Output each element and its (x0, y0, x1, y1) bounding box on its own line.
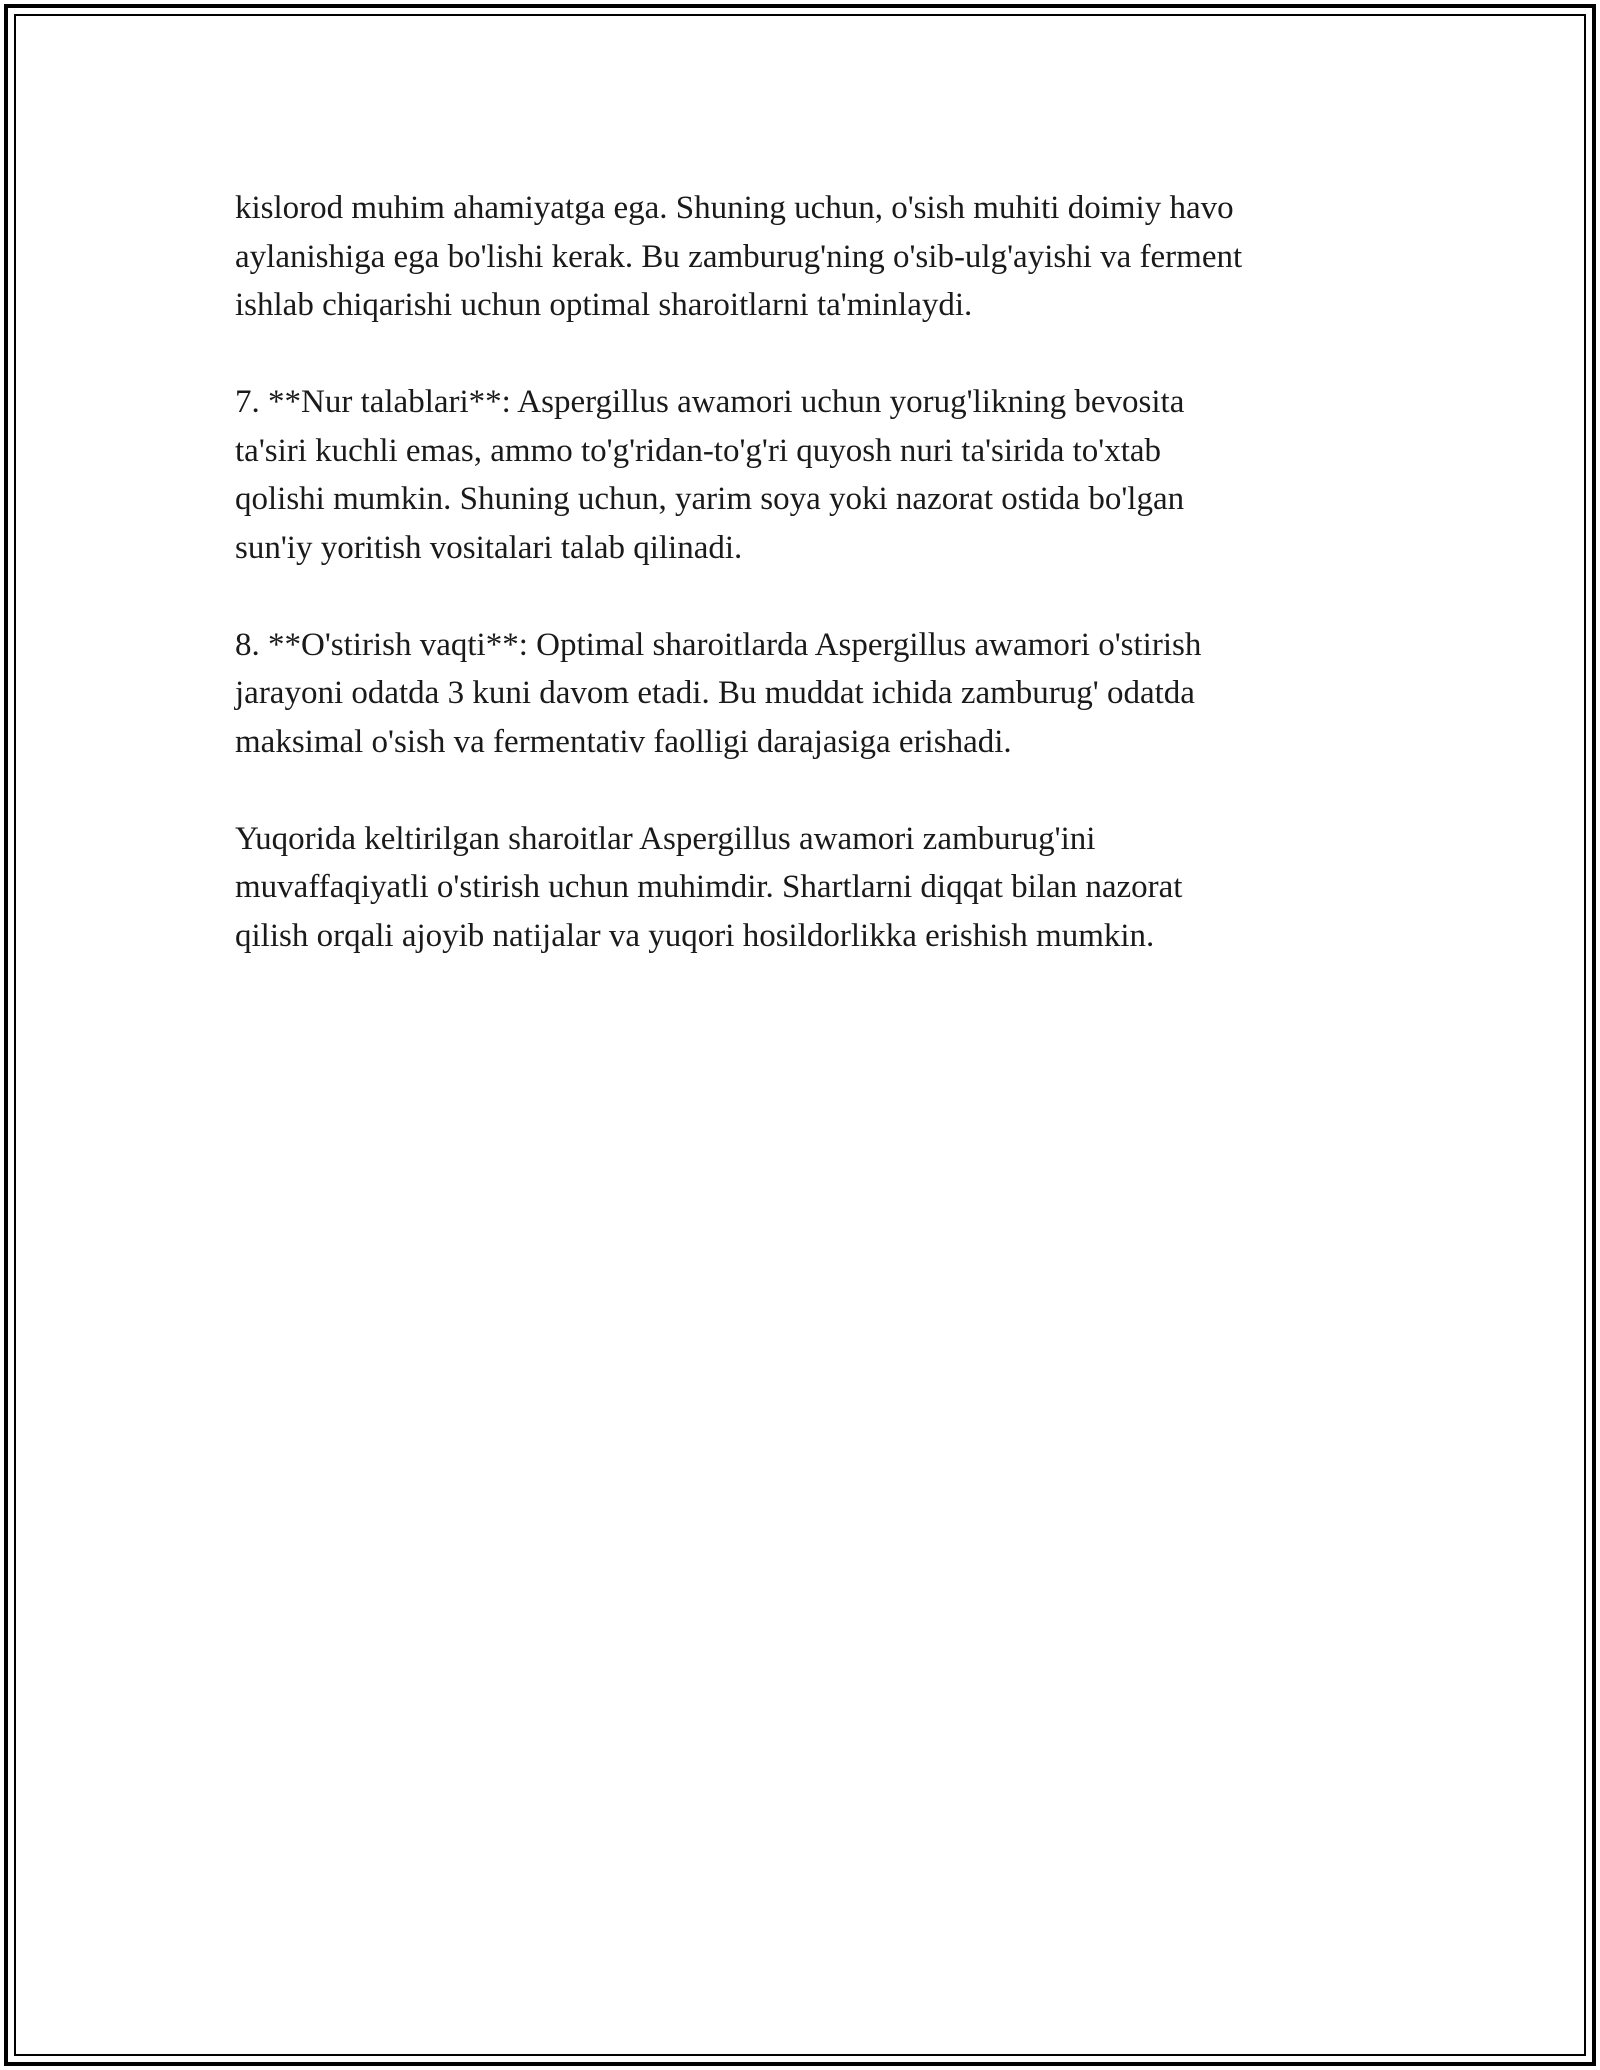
paragraph-light-requirements (235, 378, 1375, 572)
text-line: aylanishiga ega bo'lishi kerak. Bu zamburug'ning o'sib-ulg'ayishi va ferment (235, 238, 1243, 275)
text-line: ta'siri kuchli emas, ammo to'g'ridan-to'g'ri quyosh nuri ta'sirida to'xtab (235, 432, 1162, 469)
text-line: jarayoni odatda 3 kuni davom etadi. Bu muddat ichida zamburug' odatda (235, 675, 1195, 711)
text-line: maksimal o'sish va fermentativ faolligi darajasiga erishadi. (235, 723, 1012, 760)
text-line: qilish orqali ajoyib natijalar va yuqori hosildorlikka erishish mumkin. (235, 917, 1155, 954)
text-line: ishlab chiqarishi uchun optimal sharoitlarni ta'minlaydi. (235, 287, 973, 323)
text-line: Yuqorida keltirilgan sharoitlar Aspergillus awamori zamburug'ini (235, 820, 1096, 857)
document-body (235, 184, 1375, 1009)
text-line: sun'iy yoritish vositalari talab qilinadi. (235, 529, 743, 566)
text-line: kislorod muhim ahamiyatga ega. Shuning uchun, o'sish muhiti doimiy havo (235, 190, 1234, 226)
paragraph-growth-time (235, 621, 1375, 767)
text-line: muvaffaqiyatli o'stirish uchun muhimdir. Shartlarni diqqat bilan nazorat (235, 869, 1183, 905)
text-line: qolishi mumkin. Shuning uchun, yarim soya yoki nazorat ostida bo'lgan (235, 481, 1185, 517)
text-line: 8. **O'stirish vaqti**: Optimal sharoitlarda Aspergillus awamori o'stirish (235, 626, 1202, 663)
text-line: 7. **Nur talablari**: Aspergillus awamori uchun yorug'likning bevosita (235, 384, 1185, 420)
paragraph-conclusion (235, 815, 1375, 961)
paragraph-aeration (235, 184, 1375, 330)
